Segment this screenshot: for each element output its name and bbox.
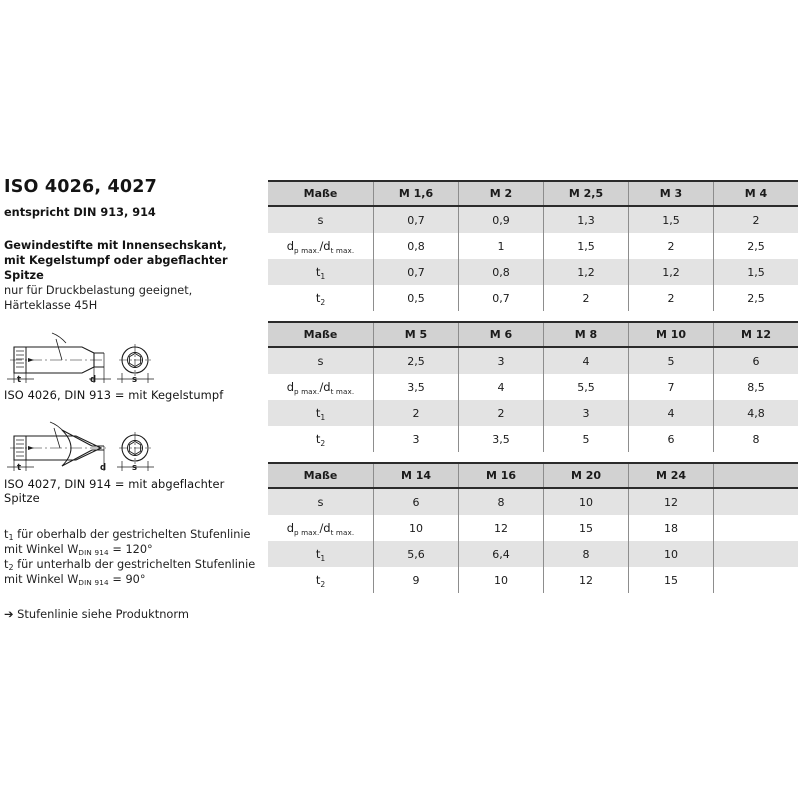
footnote-line-2: mit Winkel WDIN 914 = 120° — [4, 542, 153, 557]
footnote-reference: ➔ Stufenlinie siehe Produktnorm — [4, 607, 189, 622]
column-header-size: M 2 — [459, 181, 544, 206]
column-header-size: M 1,6 — [374, 181, 459, 206]
drawing-caption-din-914: ISO 4027, DIN 914 = mit abgeflachter Spitze — [4, 476, 225, 505]
row-label: $t_1$ — [268, 400, 374, 426]
description-line-1: Gewindestifte mit Innensechskant, — [4, 239, 227, 253]
row-label: $t_1$ — [268, 541, 374, 567]
column-header-size: M 16 — [459, 463, 544, 488]
table-cell: 6 — [714, 347, 799, 374]
table-cell: 1,2 — [629, 259, 714, 285]
label-t: t — [17, 462, 22, 473]
table-cell: 3,5 — [459, 426, 544, 452]
page-subtitle: entspricht DIN 913, 914 — [4, 206, 156, 220]
row-label: $t_2$ — [268, 426, 374, 452]
table-cell: 10 — [459, 567, 544, 593]
column-header-size: M 4 — [714, 181, 799, 206]
table-m1.6-m4 — [268, 180, 798, 311]
column-header-measure: Maße — [268, 322, 374, 347]
table-cell: 5 — [629, 347, 714, 374]
column-header-size: M 5 — [374, 322, 459, 347]
drawing-iso-4026-din-913 — [4, 327, 262, 402]
row-label: $d_{p max.}/d_{t max.}$ — [268, 374, 374, 400]
table-cell: 5 — [544, 426, 629, 452]
table-m14-m24 — [268, 462, 798, 593]
table-cell: 2 — [459, 400, 544, 426]
column-header-size: M 12 — [714, 322, 799, 347]
table-cell: 6 — [374, 488, 459, 515]
table-cell: 3 — [459, 347, 544, 374]
table-cell: 6,4 — [459, 541, 544, 567]
table-row — [268, 567, 798, 593]
table-header-row — [268, 181, 798, 206]
table-cell: 2 — [374, 400, 459, 426]
table-header-row — [268, 322, 798, 347]
table-cell: 3 — [374, 426, 459, 452]
label-t: t — [17, 374, 22, 385]
description-line-3: nur für Druckbelastung geeignet, — [4, 283, 193, 297]
page-title: ISO 4026, 4027 — [4, 177, 158, 197]
table-cell: 2 — [629, 285, 714, 311]
row-label: $t_1$ — [268, 259, 374, 285]
table-row — [268, 206, 798, 233]
table-cell: 0,8 — [459, 259, 544, 285]
column-header-measure: Maße — [268, 181, 374, 206]
table-cell: 1,3 — [544, 206, 629, 233]
table-cell: 0,9 — [459, 206, 544, 233]
drawing-iso-4027-din-914 — [4, 414, 262, 505]
column-header-size: M 6 — [459, 322, 544, 347]
row-label: s — [268, 347, 374, 374]
column-header-size: M 2,5 — [544, 181, 629, 206]
table-cell: 0,7 — [374, 206, 459, 233]
table-cell: 8 — [714, 426, 799, 452]
footnote-line-3: t2 für unterhalb der gestrichelten Stufenlinie — [4, 558, 256, 573]
column-header-measure: Maße — [268, 463, 374, 488]
table-cell: 3 — [544, 400, 629, 426]
table-row — [268, 488, 798, 515]
product-description — [4, 239, 262, 314]
table-cell: 10 — [544, 488, 629, 515]
table-cell: 2,5 — [714, 285, 799, 311]
table-cell: 1,2 — [544, 259, 629, 285]
table-cell: 2,5 — [714, 233, 799, 259]
table-cell: 0,7 — [374, 259, 459, 285]
table-row — [268, 374, 798, 400]
table-cell: 18 — [629, 515, 714, 541]
left-info-column — [4, 178, 262, 621]
table-cell: 0,8 — [374, 233, 459, 259]
footnote-line-1: t1 für oberhalb der gestrichelten Stufenlinie — [4, 527, 251, 542]
row-label: $d_{p max.}/d_{t max.}$ — [268, 515, 374, 541]
row-label: $t_2$ — [268, 285, 374, 311]
table-cell: 4 — [544, 347, 629, 374]
table-header-row — [268, 463, 798, 488]
table-cell: 1,5 — [714, 259, 799, 285]
table-row — [268, 233, 798, 259]
column-header-size — [714, 463, 799, 488]
table-cell: 4,8 — [714, 400, 799, 426]
table-row — [268, 400, 798, 426]
table-cell: 12 — [544, 567, 629, 593]
description-line-4: Härteklasse 45H — [4, 298, 98, 312]
table-row — [268, 541, 798, 567]
table-cell: 2 — [544, 285, 629, 311]
specification-tables — [268, 180, 794, 593]
table-m5-m12 — [268, 321, 798, 452]
table-cell: 15 — [544, 515, 629, 541]
row-label: s — [268, 488, 374, 515]
column-header-size: M 20 — [544, 463, 629, 488]
table-cell: 3,5 — [374, 374, 459, 400]
column-header-size: M 10 — [629, 322, 714, 347]
table-cell: 7 — [629, 374, 714, 400]
table-cell: 12 — [459, 515, 544, 541]
table-cell: 8 — [544, 541, 629, 567]
table-row — [268, 285, 798, 311]
table-cell: 1,5 — [629, 206, 714, 233]
table-cell: 8,5 — [714, 374, 799, 400]
set-screw-flat-point-diagram — [4, 414, 262, 476]
table-cell: 10 — [629, 541, 714, 567]
table-cell: 6 — [629, 426, 714, 452]
label-s: s — [132, 374, 138, 385]
table-cell — [714, 515, 799, 541]
table-row — [268, 259, 798, 285]
column-header-size: M 14 — [374, 463, 459, 488]
table-cell: 2,5 — [374, 347, 459, 374]
footnotes-block — [4, 527, 262, 588]
table-cell: 0,5 — [374, 285, 459, 311]
row-label: $d_{p max.}/d_{t max.}$ — [268, 233, 374, 259]
table-cell — [714, 567, 799, 593]
description-line-2: mit Kegelstumpf oder abgeflachter Spitze — [4, 254, 228, 283]
table-row — [268, 426, 798, 452]
label-dt: d — [100, 462, 107, 473]
table-cell — [714, 541, 799, 567]
table-cell: 5,6 — [374, 541, 459, 567]
set-screw-cone-point-diagram — [4, 327, 262, 387]
table-cell: 1 — [459, 233, 544, 259]
table-cell: 2 — [629, 233, 714, 259]
table-cell: 9 — [374, 567, 459, 593]
table-cell: 4 — [629, 400, 714, 426]
column-header-size: M 24 — [629, 463, 714, 488]
table-cell: 2 — [714, 206, 799, 233]
row-label: s — [268, 206, 374, 233]
row-label: $t_2$ — [268, 567, 374, 593]
table-cell: 5,5 — [544, 374, 629, 400]
label-s: s — [132, 462, 138, 473]
table-cell: 4 — [459, 374, 544, 400]
table-row — [268, 515, 798, 541]
table-cell: 1,5 — [544, 233, 629, 259]
table-cell: 10 — [374, 515, 459, 541]
table-cell — [714, 488, 799, 515]
label-dp: d — [90, 374, 97, 385]
table-cell: 12 — [629, 488, 714, 515]
table-cell: 8 — [459, 488, 544, 515]
table-cell: 15 — [629, 567, 714, 593]
footnote-line-4: mit Winkel WDIN 914 = 90° — [4, 573, 146, 588]
column-header-size: M 3 — [629, 181, 714, 206]
column-header-size: M 8 — [544, 322, 629, 347]
drawing-caption-din-913: ISO 4026, DIN 913 = mit Kegelstumpf — [4, 387, 224, 402]
table-row — [268, 347, 798, 374]
table-cell: 0,7 — [459, 285, 544, 311]
